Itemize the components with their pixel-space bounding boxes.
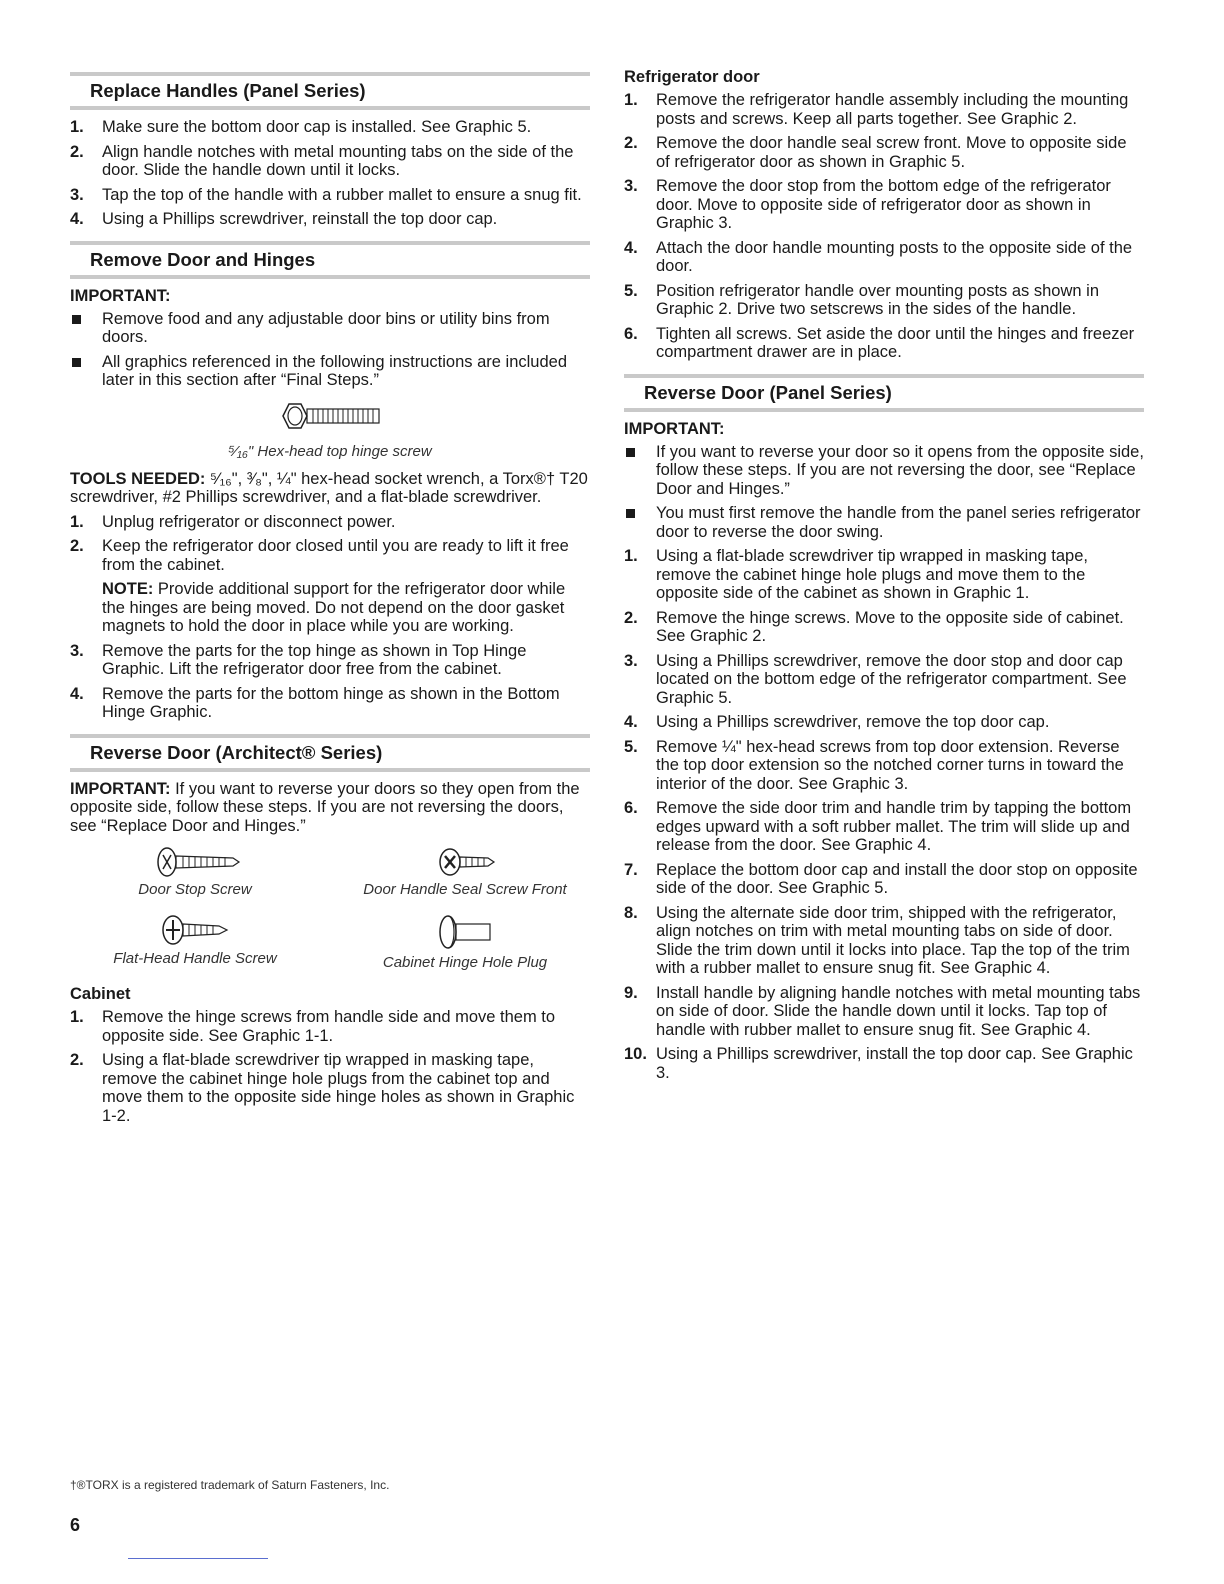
part-caption: Door Stop Screw: [138, 881, 252, 898]
list-item: 4. Using a Phillips screwdriver, reinstall the top door cap.: [70, 210, 498, 228]
parts-row-2: [70, 912, 590, 981]
list-item: 5. Remove ¼" hex-head screws from top door extension. Reverse the top door extension so the notched corner turns in toward the interior of the door. See Graphic 3.: [624, 737, 1124, 793]
hex-screw-caption: ⁵⁄₁₆" Hex-head top hinge screw: [228, 442, 432, 460]
list-item: 10. Using a Phillips screwdriver, install the top door cap. See Graphic 3.: [624, 1045, 1133, 1082]
note: NOTE: Provide additional support for the refrigerator door while the hinges are being moved. Do not depend on the door gasket magnets to hold the door in place while you are working.: [102, 580, 566, 635]
list-item: 3. Using a Phillips screwdriver, remove the door stop and door cap located on the bottom edge of the refrigerator compartment. See Graphic 5.: [624, 651, 1127, 707]
seal-screw-icon: [430, 845, 500, 879]
list-item: 1. Using a flat-blade screwdriver tip wrapped in masking tape, remove the cabinet hinge hole plugs and move them to the opposite side of the cabinet as shown in Graphic 1.: [624, 547, 1088, 602]
list-item: 2. Remove the door handle seal screw front. Move to opposite side of refrigerator door as shown in Graphic 5.: [624, 134, 1127, 171]
page-number: 6: [70, 1515, 81, 1535]
important-label: IMPORTANT:: [70, 286, 171, 305]
part-caption: Flat-Head Handle Screw: [113, 950, 277, 967]
refrigerator-door-label: Refrigerator door: [624, 68, 760, 86]
section-heading-reverse-door-architect: Reverse Door (Architect® Series): [70, 734, 590, 772]
part-caption: Door Handle Seal Screw Front: [363, 881, 567, 898]
tools-needed: TOOLS NEEDED: ⁵⁄₁₆", ³⁄₈", ¼" hex-head socket wrench, a Torx®† T20 screwdriver, #2 Phillips screwdriver, and a flat-blade screwdriver.: [70, 469, 588, 506]
replace-handles-steps: [70, 118, 590, 229]
list-item: 4. Attach the door handle mounting posts to the opposite side of the door.: [624, 238, 1133, 275]
hole-plug-icon: [430, 912, 500, 952]
section-heading-reverse-door-panel: Reverse Door (Panel Series): [624, 374, 1144, 412]
list-item: 8. Using the alternate side door trim, shipped with the refrigerator, align notches on trim with metal mounting tabs on side of door. Slide the trim down until it locks into place. Tap the top of the trim with a rubber mallet to ensure snug fit. See Graphic 4.: [624, 903, 1130, 977]
right-column: [624, 62, 1144, 1088]
footnote: †®TORX is a registered trademark of Saturn Fasteners, Inc.: [70, 1478, 390, 1492]
remove-door-bullets: [70, 310, 590, 390]
list-item: 1. Remove the hinge screws from handle side and move them to opposite side. See Graphic 1-1.: [70, 1008, 556, 1045]
list-item: All graphics referenced in the following instructions are included later in this section after “Final Steps.”: [70, 353, 590, 390]
refrigerator-door-steps: [624, 91, 1144, 362]
list-item: 3. Remove the door stop from the bottom edge of the refrigerator door. Move to opposite side of refrigerator door as shown in Graphic 3.: [624, 177, 1111, 232]
door-handle-seal-screw-figure: [340, 845, 590, 908]
list-item: 2. Keep the refrigerator door closed until you are ready to lift it free from the cabinet. NOTE: Provide additional support for the refrigerator door while the hinges are being moved. Do not depend on the door gasket magnets to hold the door in place while you are working.: [70, 537, 590, 636]
list-item: 6. Tighten all screws. Set aside the door until the hinges and freezer compartment drawer are in place.: [624, 324, 1135, 361]
panel-bullets: [624, 443, 1144, 542]
list-item: 9. Install handle by aligning handle notches with metal mounting tabs on side of door. Slide the handle down until it locks. Tap top of handle with rubber mallet to ensure snug fit. See Graphic 4.: [624, 983, 1141, 1039]
cabinet-steps: [70, 1008, 590, 1125]
list-item: 1. Remove the refrigerator handle assembly including the mounting posts and screws. Keep all parts together. See Graphic 2.: [624, 91, 1129, 128]
section-heading-replace-handles: Replace Handles (Panel Series): [70, 72, 590, 110]
list-item: If you want to reverse your door so it opens from the opposite side, follow these steps. If you are not reversing the door, see “Replace Door and Hinges.”: [624, 443, 1144, 499]
left-column: [70, 62, 590, 1131]
flat-head-handle-screw-figure: [70, 912, 320, 981]
parts-row-1: [70, 845, 590, 908]
remove-door-steps: [70, 513, 590, 722]
list-item: 6. Remove the side door trim and handle trim by tapping the bottom edges upward with a soft rubber mallet. The trim will slide up and release from the door. See Graphic 4.: [624, 799, 1132, 854]
section-heading-remove-door: Remove Door and Hinges: [70, 241, 590, 279]
list-item: 1. Make sure the bottom door cap is installed. See Graphic 5.: [70, 118, 532, 136]
door-stop-screw-figure: [70, 845, 320, 908]
door-stop-screw-icon: [145, 845, 245, 879]
list-item: 5. Position refrigerator handle over mounting posts as shown in Graphic 2. Drive two setscrews in the sides of the handle.: [624, 281, 1099, 318]
cabinet-hinge-hole-plug-figure: [340, 912, 590, 981]
list-item: 2. Remove the hinge screws. Move to the opposite side of cabinet. See Graphic 2.: [624, 608, 1124, 645]
architect-important: IMPORTANT: If you want to reverse your doors so they open from the opposite side, follow these steps. If you are not reversing the doors, see “Replace Door and Hinges.”: [70, 779, 580, 835]
list-item: You must first remove the handle from the panel series refrigerator door to reverse the door swing.: [624, 504, 1144, 541]
list-item: 4. Remove the parts for the bottom hinge as shown in the Bottom Hinge Graphic.: [70, 684, 560, 721]
important-label: IMPORTANT:: [624, 419, 725, 438]
list-item: 1. Unplug refrigerator or disconnect power.: [70, 512, 396, 531]
panel-steps: [624, 547, 1144, 1082]
divider: [128, 1558, 268, 1559]
list-item: 3. Remove the parts for the top hinge as shown in Top Hinge Graphic. Lift the refrigerator door free from the cabinet.: [70, 641, 527, 678]
hex-head-screw-figure: [70, 396, 590, 441]
list-item: 4. Using a Phillips screwdriver, remove the top door cap.: [624, 713, 1050, 731]
list-item: 7. Replace the bottom door cap and install the door stop on opposite side of the door. See Graphic 5.: [624, 860, 1138, 897]
cabinet-label: Cabinet: [70, 985, 131, 1003]
list-item: Remove food and any adjustable door bins or utility bins from doors.: [70, 310, 590, 347]
list-item: 2. Using a flat-blade screwdriver tip wrapped in masking tape, remove the cabinet hinge hole plugs from the cabinet top and move them to the opposite side hinge holes as shown in Graphic 1-2.: [70, 1051, 575, 1125]
list-item: 3. Tap the top of the handle with a rubber mallet to ensure a snug fit.: [70, 185, 582, 204]
part-caption: Cabinet Hinge Hole Plug: [382, 954, 548, 971]
flat-head-screw-icon: [155, 912, 235, 948]
list-item: 2. Align handle notches with metal mounting tabs on the side of the door. Slide the handle down until it locks.: [70, 142, 574, 179]
hex-screw-icon: [275, 396, 385, 436]
